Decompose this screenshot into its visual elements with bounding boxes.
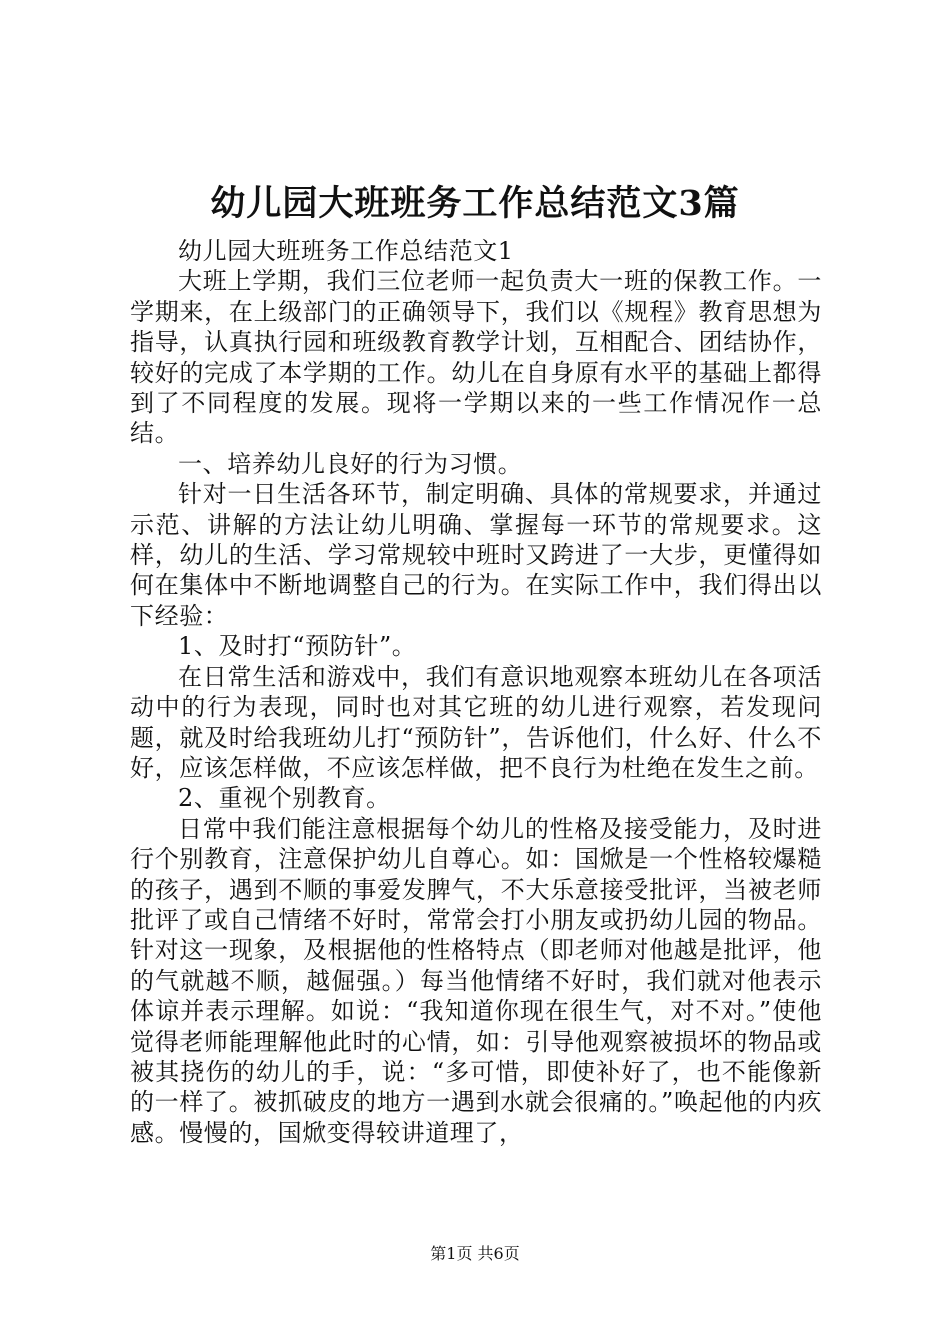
subsection-heading-1: 1、及时打“预防针”。 xyxy=(178,632,417,661)
section-1-paragraph: 针对一日生活各环节，制定明确、具体的常规要求，并通过示范、讲解的方法让幼儿明确、掌握每一环节的常规要求。这样，幼儿的生活、学习常规较中班时又跨进了一大步，更懂得如何在集体中不断地调整自己的行为。在实际工作中，我们得出以下经验： xyxy=(130,480,822,630)
subtitle-paragraph: 幼儿园大班班务工作总结范文1 xyxy=(178,237,514,265)
page-number-footer: 第1页 共6页 xyxy=(430,1244,520,1263)
subsection-2-paragraph: 日常中我们能注意根据每个幼儿的性格及接受能力，及时进行个别教育，注意保护幼儿自尊心。如：国焮是一个性格较爆糙的孩子，遇到不顺的事爱发脾气，不大乐意接受批评，当被老师批评了或自己情绪不好时，常常会打小朋友或扔幼儿园的物品。针对这一现象，及根据他的性格特点（即老师对他越是批评，他的气就越不顺，越倔强。）每当他情绪不好时，我们就对他表示体谅并表示理解。如说：“我知道你现在很生气，对不对。”使他觉得老师能理解他此时的心情，如：引导他观察被损坏的物品或被其挠伤的幼儿的手，说：“多可惜，即使补好了，也不能像新的一样了。被抓破皮的地方一遇到水就会很痛的。”唤起他的内疚感。慢慢的，国焮变得较讲道理了， xyxy=(130,814,822,1147)
document-title: 幼儿园大班班务工作总结范文3篇 xyxy=(210,183,740,224)
document-body xyxy=(130,236,822,1148)
subsection-1-paragraph: 在日常生活和游戏中，我们有意识地观察本班幼儿在各项活动中的行为表现，同时也对其它班的幼儿进行观察，若发现问题，就及时给我班幼儿打“预防针”，告诉他们，什么好、什么不好，应该怎样做，不应该怎样做，把不良行为杜绝在发生之前。 xyxy=(130,662,822,782)
intro-paragraph: 大班上学期，我们三位老师一起负责大一班的保教工作。一学期来，在上级部门的正确领导下，我们以《规程》教育思想为指导，认真执行园和班级教育教学计划，互相配合、团结协作，较好的完成了本学期的工作。幼儿在自身原有水平的基础上都得到了不同程度的发展。现将一学期以来的一些工作情况作一总结。 xyxy=(130,267,822,448)
subsection-heading-2: 2、重视个别教育。 xyxy=(178,784,391,813)
section-heading-1: 一、培养幼儿良好的行为习惯。 xyxy=(178,449,523,478)
